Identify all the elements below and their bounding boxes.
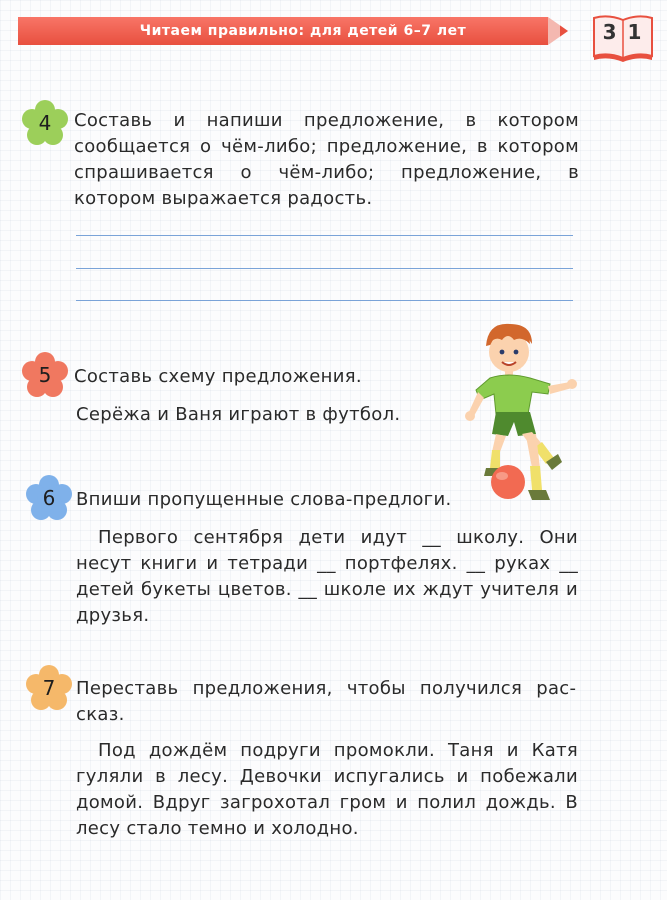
writing-line[interactable] bbox=[76, 235, 573, 236]
exercise-paragraph: Под дождём подруги промокли. Таня и Катя гуляли в лесу. Девочки испугались и побежали домой. Вдруг загрохотал гром и полил дождь. В лесу стало темно и холодно. bbox=[76, 740, 578, 839]
header-banner bbox=[18, 17, 548, 45]
task-number: 4 bbox=[38, 111, 52, 135]
task-instruction: Составь и напиши предложение, в котором сообщается о чём-либо; предложение, в котором спрашивается о чём-либо; предложение, в котором выражается радость. bbox=[74, 110, 579, 209]
writing-line[interactable] bbox=[76, 268, 573, 269]
writing-line[interactable] bbox=[76, 300, 573, 301]
example-sentence: Серёжа и Ваня играют в футбол. bbox=[76, 404, 401, 425]
task-instruction: Составь схему предложения. bbox=[74, 366, 362, 387]
exercise-paragraph: Первого сентября дети идут __ школу. Они несут книги и тетради __ портфелях. __ руках __ детей букеты цветов. __ школе их ждут учителя и друзья. bbox=[76, 527, 578, 626]
task-number: 5 bbox=[38, 363, 52, 387]
task-instruction: Переставь предложения, чтобы получился рассказ. bbox=[76, 678, 576, 725]
task-number: 7 bbox=[42, 676, 56, 700]
page-number: 3 1 bbox=[602, 20, 644, 44]
task-instruction: Впиши пропущенные слова-предлоги. bbox=[76, 489, 452, 510]
pencil-tip-icon bbox=[548, 17, 572, 45]
boy-playing-football-illustration bbox=[462, 318, 580, 506]
header-title: Читаем правильно: для детей 6–7 лет bbox=[139, 23, 467, 39]
task-number: 6 bbox=[42, 486, 56, 510]
